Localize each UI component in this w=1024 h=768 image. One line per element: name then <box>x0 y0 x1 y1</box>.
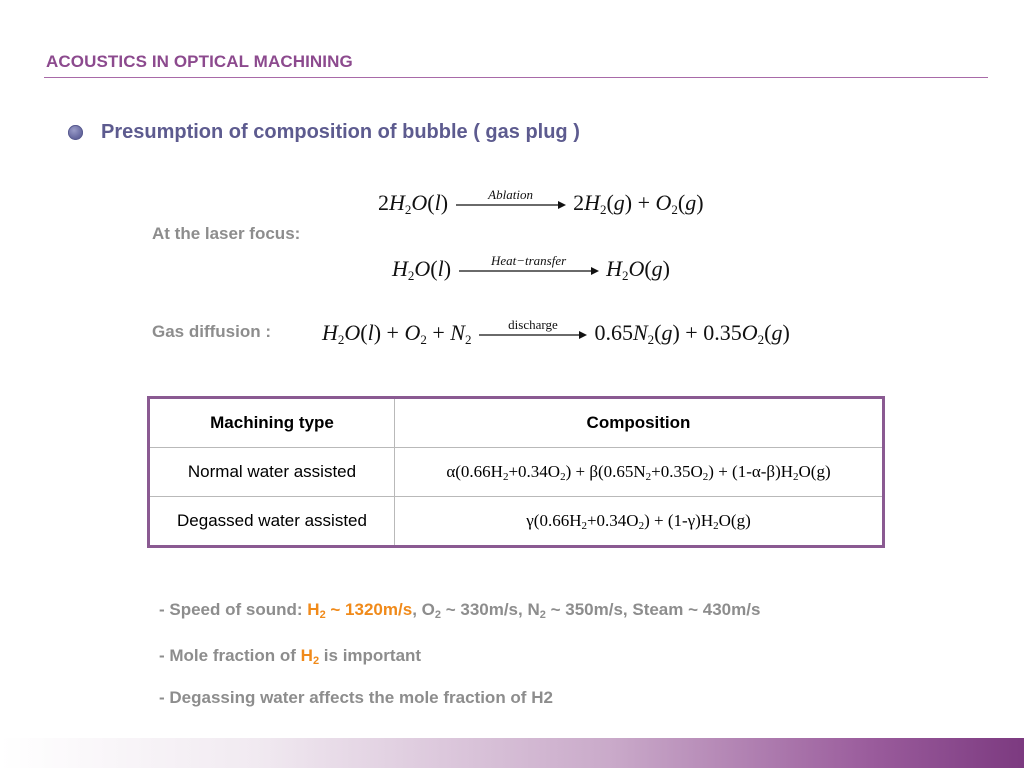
arrow-heat-transfer <box>459 252 599 277</box>
arrow-label-heat-transfer: Heat−transfer <box>490 252 567 268</box>
note-degassing: - Degassing water affects the mole fraction of H2 <box>159 688 553 707</box>
bullet-icon <box>68 125 83 140</box>
composition-cell: $\alpha(0.66H_2+0.34O_2) + \beta(0.65N_2+0.35O_2) + (1-\alpha-\beta)H_2O(g)$ <box>395 448 884 497</box>
gas-diffusion-label: Gas diffusion : <box>152 322 271 341</box>
table-header-composition: Composition <box>395 398 884 448</box>
arrow-label-ablation: Ablation <box>488 186 533 202</box>
arrow-label-discharge: discharge <box>508 316 558 332</box>
laser-focus-label: At the laser focus: <box>152 224 301 243</box>
arrow-ablation <box>456 186 566 211</box>
machining-type-cell: Degassed water assisted <box>149 497 395 547</box>
equation-heat-transfer: $H_2O(l)$ Heat−transfer $H_2O(g)$ <box>392 252 670 283</box>
equation-ablation: $2H_2O(l)$ Ablation $2H_2(g) + O_2(g)$ <box>378 186 704 217</box>
composition-table <box>147 396 885 548</box>
note-mole-fraction: - Mole fraction of $H_2$ is important <box>159 646 422 667</box>
header-title: ACOUSTICS IN OPTICAL MACHINING <box>46 52 353 71</box>
table-row <box>149 448 884 497</box>
composition-cell: $\gamma(0.66H_2+0.34O_2) + (1-\gamma)H_2O(g)$ <box>395 497 884 547</box>
equation-discharge: $H_2O(l) + O_2 + N_2$ discharge $0.65N_2(g) + 0.35O_2(g)$ <box>322 316 790 347</box>
table-header-row <box>149 398 884 448</box>
table-row <box>149 497 884 547</box>
machining-type-cell: Normal water assisted <box>149 448 395 497</box>
table-header-machining-type: Machining type <box>149 398 395 448</box>
bullet-heading: Presumption of composition of bubble ( gas plug ) <box>101 121 580 143</box>
header-divider <box>44 77 988 78</box>
footer-gradient-bar <box>0 738 1024 768</box>
note-speed-of-sound: - Speed of sound: $H_2$ ~ 1320m/s, $O_2$ ~ 330m/s, $N_2$ ~ 350m/s, Steam ~ 430m/s <box>159 600 761 621</box>
arrow-discharge <box>479 316 587 341</box>
